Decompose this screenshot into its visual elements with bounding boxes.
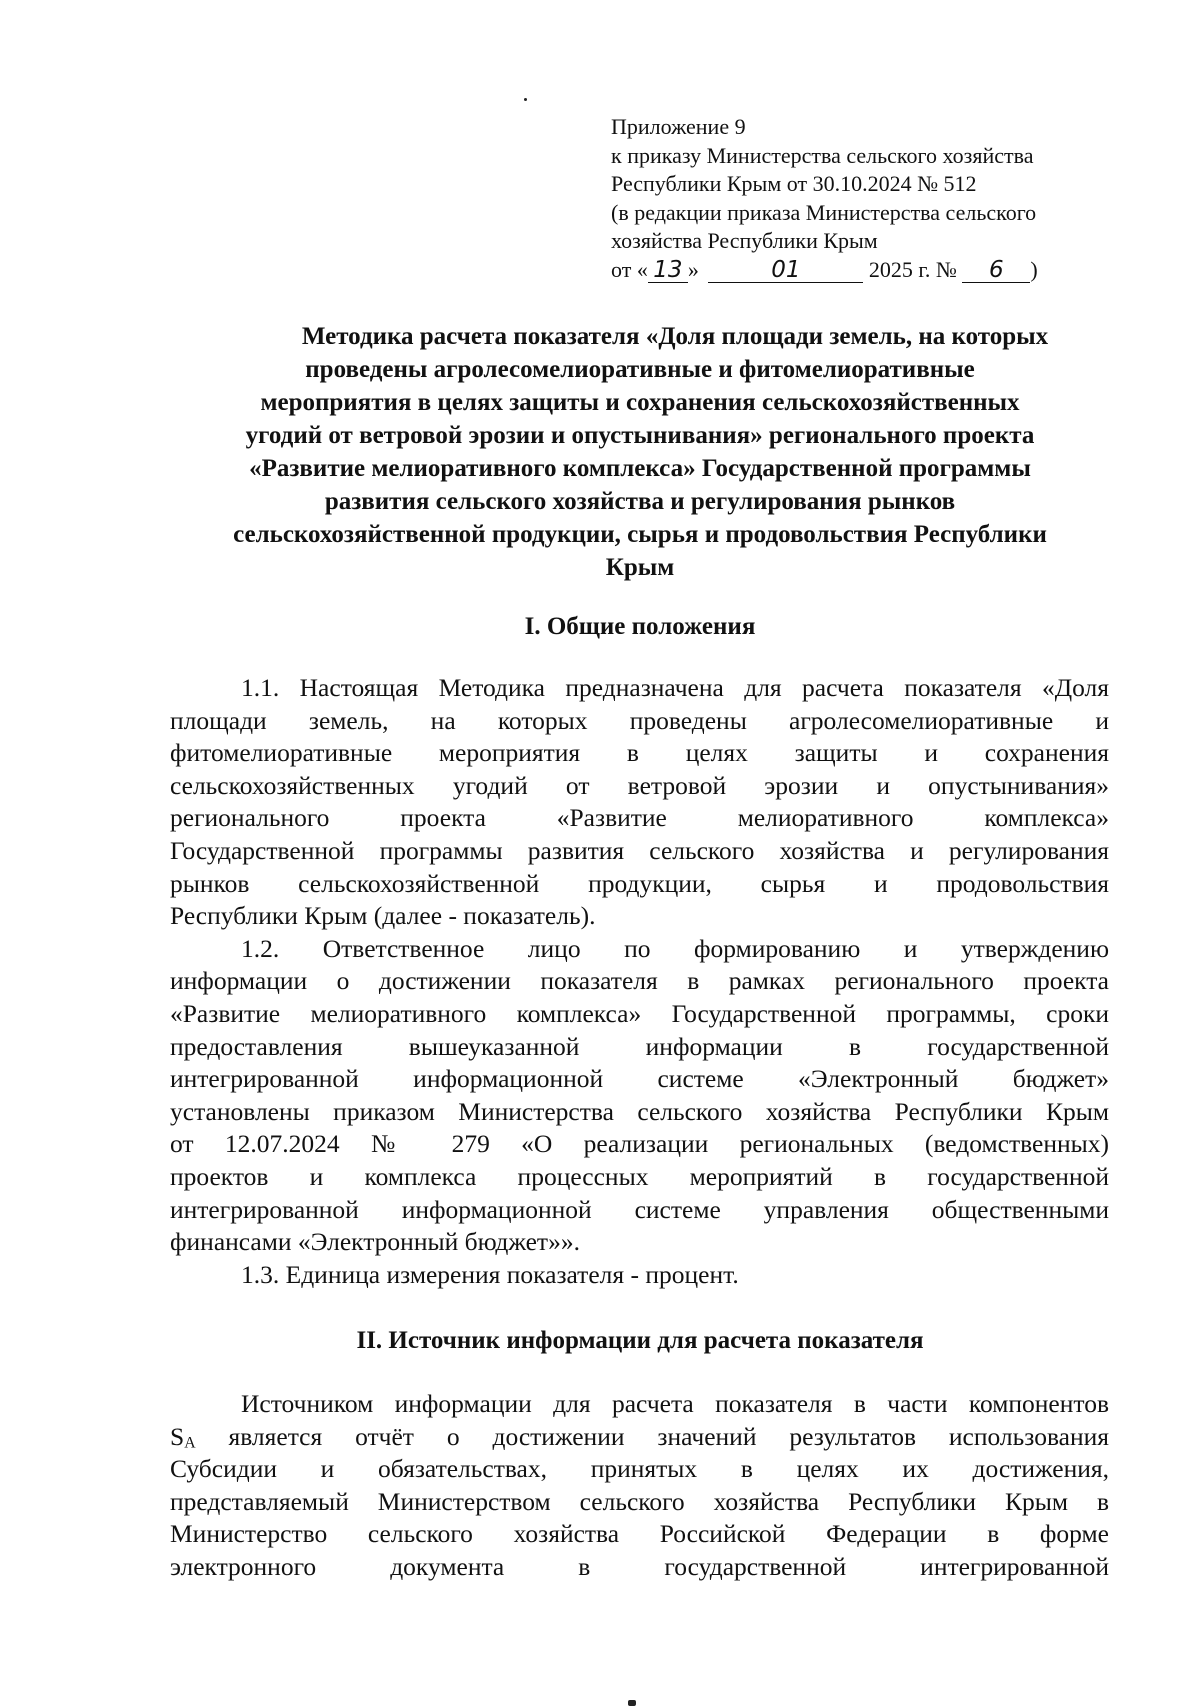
annex-order-ref: к приказу Министерства сельского хозяйства [611,142,1034,168]
paragraph-line: площади земель, на которых проведены агролесомелиоративные и [170,705,1109,735]
paragraph-line: электронного документа в государственной интегрированной [170,1551,1109,1581]
paragraph-line: 1.2. Ответственное лицо по формированию и утверждению [241,933,1109,963]
date-mid: » [687,256,699,282]
s-subscript: A [184,1433,196,1451]
date-month: 01 [708,258,863,283]
title-line: «Развитие мелиоративного комплекса» Государственной программы [249,455,1031,482]
paragraph-line: Субсидии и обязательствах, принятых в целях их достижения, [170,1454,1109,1484]
paragraph-line-rest: является отчёт о достижении значений результатов использования [195,1421,1109,1451]
date-day: 13 [648,258,688,283]
annex-order-date: Республики Крым от 30.10.2024 № 512 [611,171,977,196]
order-number: 6 [962,258,1030,283]
paragraph-line: установлены приказом Министерства сельского хозяйства Республики Крым [170,1096,1109,1126]
paragraph-line: информации о достижении показателя в рамках регионального проекта [170,966,1109,996]
title-line: Крым [605,554,675,581]
paragraph-line: Источником информации для расчета показателя в части компонентов [241,1389,1109,1418]
paragraph-line: Республики Крым (далее - показатель). [170,901,596,931]
paragraph-line: 1.1. Настоящая Методика предназначена для расчета показателя «Доля [241,673,1109,702]
section-2-heading: II. Источник информации для расчета показателя [356,1327,924,1354]
annex-header [611,113,1111,284]
paragraph-line: проектов и комплекса процессных мероприятий в государственной [170,1161,1109,1191]
title-line: развития сельского хозяйства и регулирования рынков [324,488,956,515]
page-edge-mark [628,1700,636,1706]
document-title [170,320,1110,584]
paragraph-line: 1.3. Единица измерения показателя - процент. [241,1259,739,1289]
title-line: мероприятия в целях защиты и сохранения сельскохозяйственных [260,389,1020,416]
annex-revision-date [611,256,1111,285]
title-line: угодий от ветровой эрозии и опустынивания» регионального проекта [245,422,1035,449]
title-line: Методика расчета показателя «Доля площади земель, на которых [301,323,1049,350]
section-1-heading: I. Общие положения [524,613,756,640]
annex-title: Приложение 9 [611,114,746,139]
paragraph-line [170,1421,1109,1454]
title-line: сельскохозяйственной продукции, сырья и продовольствия Республики [233,521,1047,548]
section-2-body [170,1388,1109,1584]
paragraph-line: интегрированной информационной системе «Электронный бюджет» [170,1064,1109,1094]
paragraph-line: предоставления вышеуказанной информации в государственной [170,1031,1109,1061]
paragraph-line: «Развитие мелиоративного комплекса» Государственной программы, сроки [170,998,1109,1028]
paragraph-line: интегрированной информационной системе управления общественными [170,1194,1109,1224]
paragraph-line: Государственной программы развития сельского хозяйства и регулирования [170,835,1109,865]
date-close: ) [1030,256,1038,282]
paragraph-line: рынков сельскохозяйственной продукции, сырья и продовольствия [170,868,1109,898]
title-line: проведены агролесомелиоративные и фитомелиоративные [305,356,975,383]
annex-revision-note-cont: хозяйства Республики Крым [611,228,878,253]
paragraph-line: Министерство сельского хозяйства Российской Федерации в форме [170,1519,1109,1549]
date-prefix: от « [611,256,648,282]
date-year: 2025 г. № [868,256,957,282]
s-symbol: S [170,1421,185,1451]
paragraph-line: фитомелиоративные мероприятия в целях защиты и сохранения [170,738,1109,768]
scan-speck [524,98,527,101]
paragraph-line: сельскохозяйственных угодий от ветровой эрозии и опустынивания» [170,770,1109,800]
section-1-body [170,672,1109,1291]
annex-revision-note: (в редакции приказа Министерства сельского [611,199,1037,225]
paragraph-line: представляемый Министерством сельского хозяйства Республики Крым в [170,1486,1109,1516]
paragraph-line: от 12.07.2024 № 279 «О реализации региональных (ведомственных) [170,1129,1109,1159]
paragraph-line: финансами «Электронный бюджет»». [170,1227,580,1257]
paragraph-line: регионального проекта «Развитие мелиоративного комплекса» [170,803,1109,833]
